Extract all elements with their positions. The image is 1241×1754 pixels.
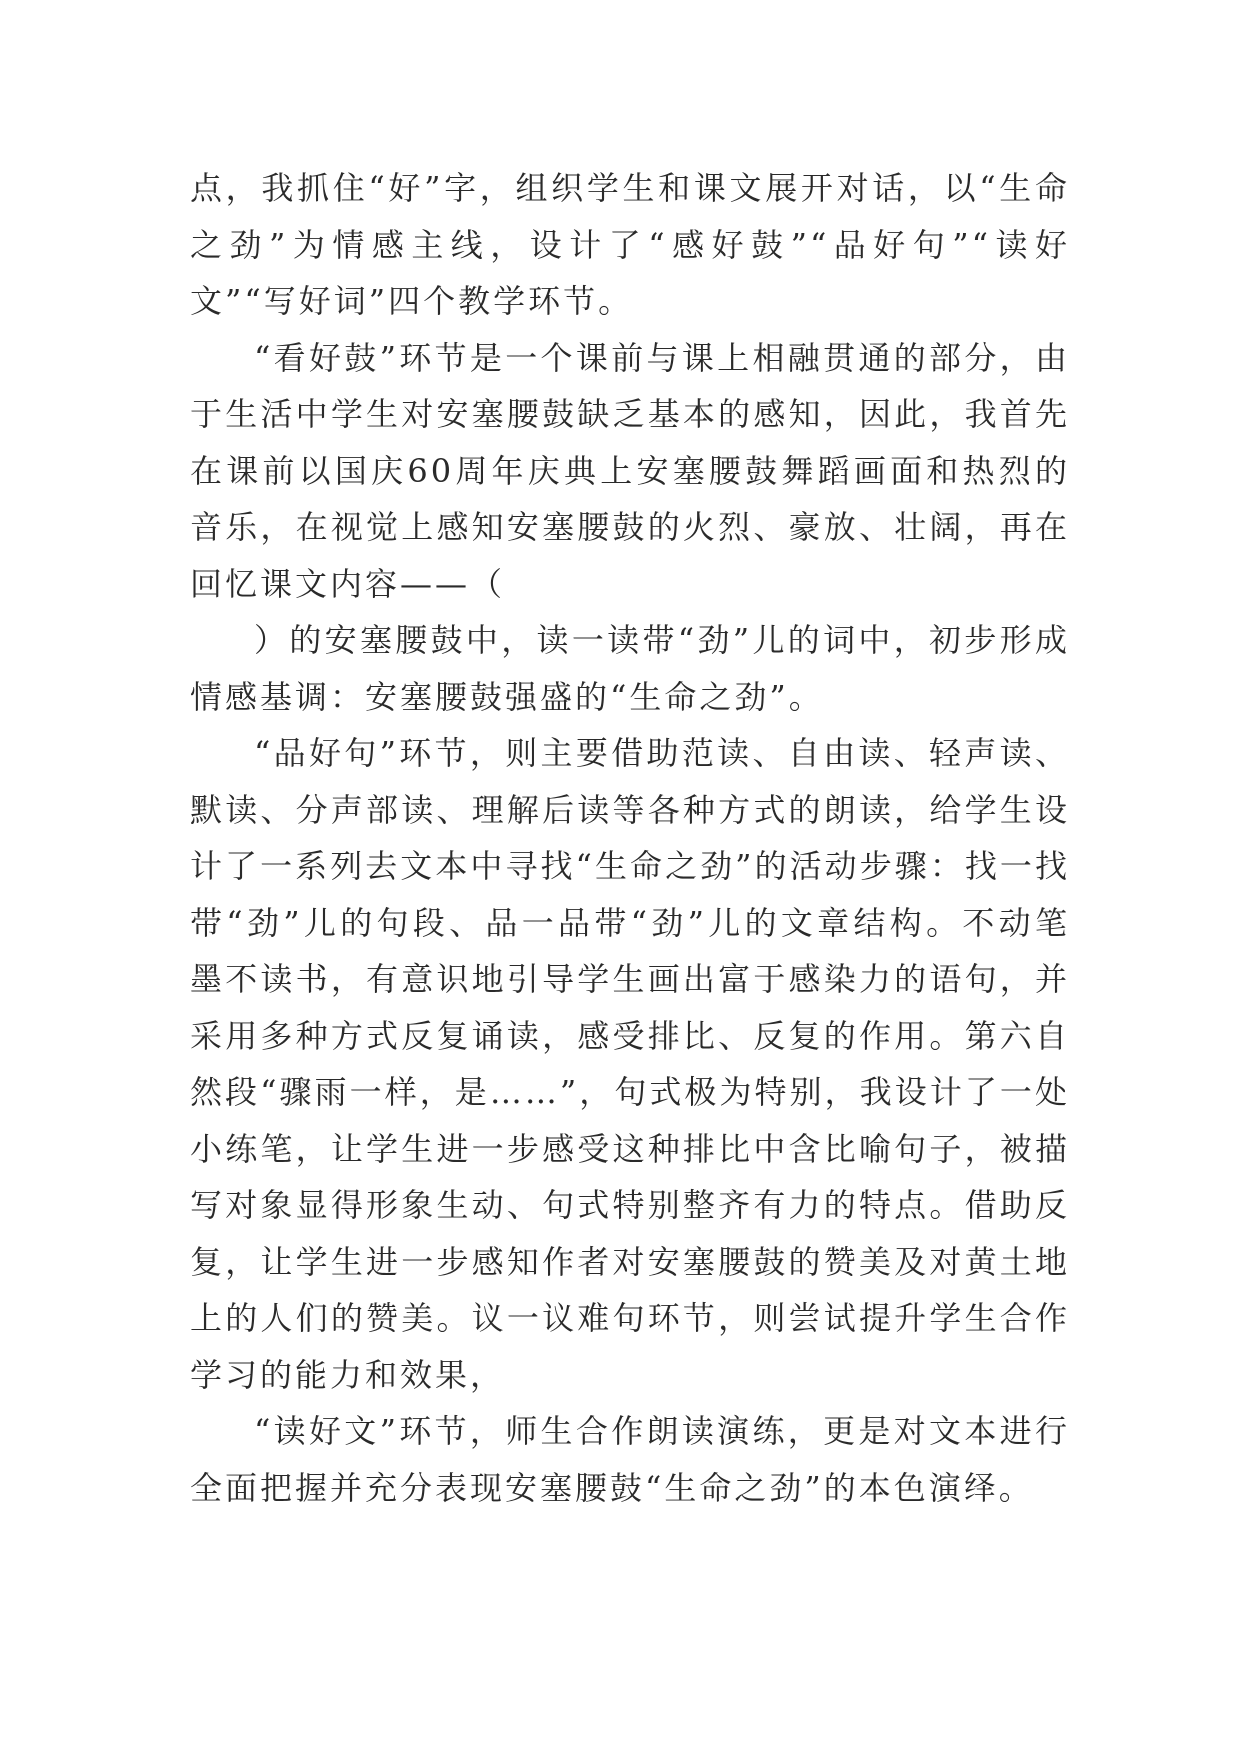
paragraph-4: “品好句”环节，则主要借助范读、自由读、轻声读、默读、分声部读、理解后读等各种方式的朗读，给学生设计了一系列去文本中寻找“生命之劲”的活动步骤：找一找带“劲”儿的句段、品一品带“劲”儿的文章结构。不动笔墨不读书，有意识地引导学生画出富于感染力的语句，并采用多种方式反复诵读，感受排比、反复的作用。第六自然段“骤雨一样，是……”，句式极为特别，我设计了一处小练笔，让学生进一步感受这种排比中含比喻句子，被描写对象显得形象生动、句式特别整齐有力的特点。借助反复，让学生进一步感知作者对安塞腰鼓的赞美及对黄土地上的人们的赞美。议一议难句环节，则尝试提升学生合作学习的能力和效果， — [190, 734, 1070, 1394]
paragraph-1: 点，我抓住“好”字，组织学生和课文展开对话，以“生命之劲”为情感主线，设计了“感好鼓”“品好句”“读好文”“写好词”四个教学环节。 — [190, 169, 1070, 320]
paragraph-2: “看好鼓”环节是一个课前与课上相融贯通的部分，由于生活中学生对安塞腰鼓缺乏基本的感知，因此，我首先在课前以国庆60周年庆典上安塞腰鼓舞蹈画面和热烈的音乐，在视觉上感知安塞腰鼓的火烈、豪放、壮阔，再在回忆课文内容——（ — [190, 338, 1070, 603]
paragraph-5: “读好文”环节，师生合作朗读演练，更是对文本进行全面把握并充分表现安塞腰鼓“生命之劲”的本色演绎。 — [190, 1412, 1070, 1507]
paragraph-3: ）的安塞腰鼓中，读一读带“劲”儿的词中，初步形成情感基调：安塞腰鼓强盛的“生命之劲”。 — [190, 621, 1070, 716]
document-body — [190, 160, 1070, 1516]
